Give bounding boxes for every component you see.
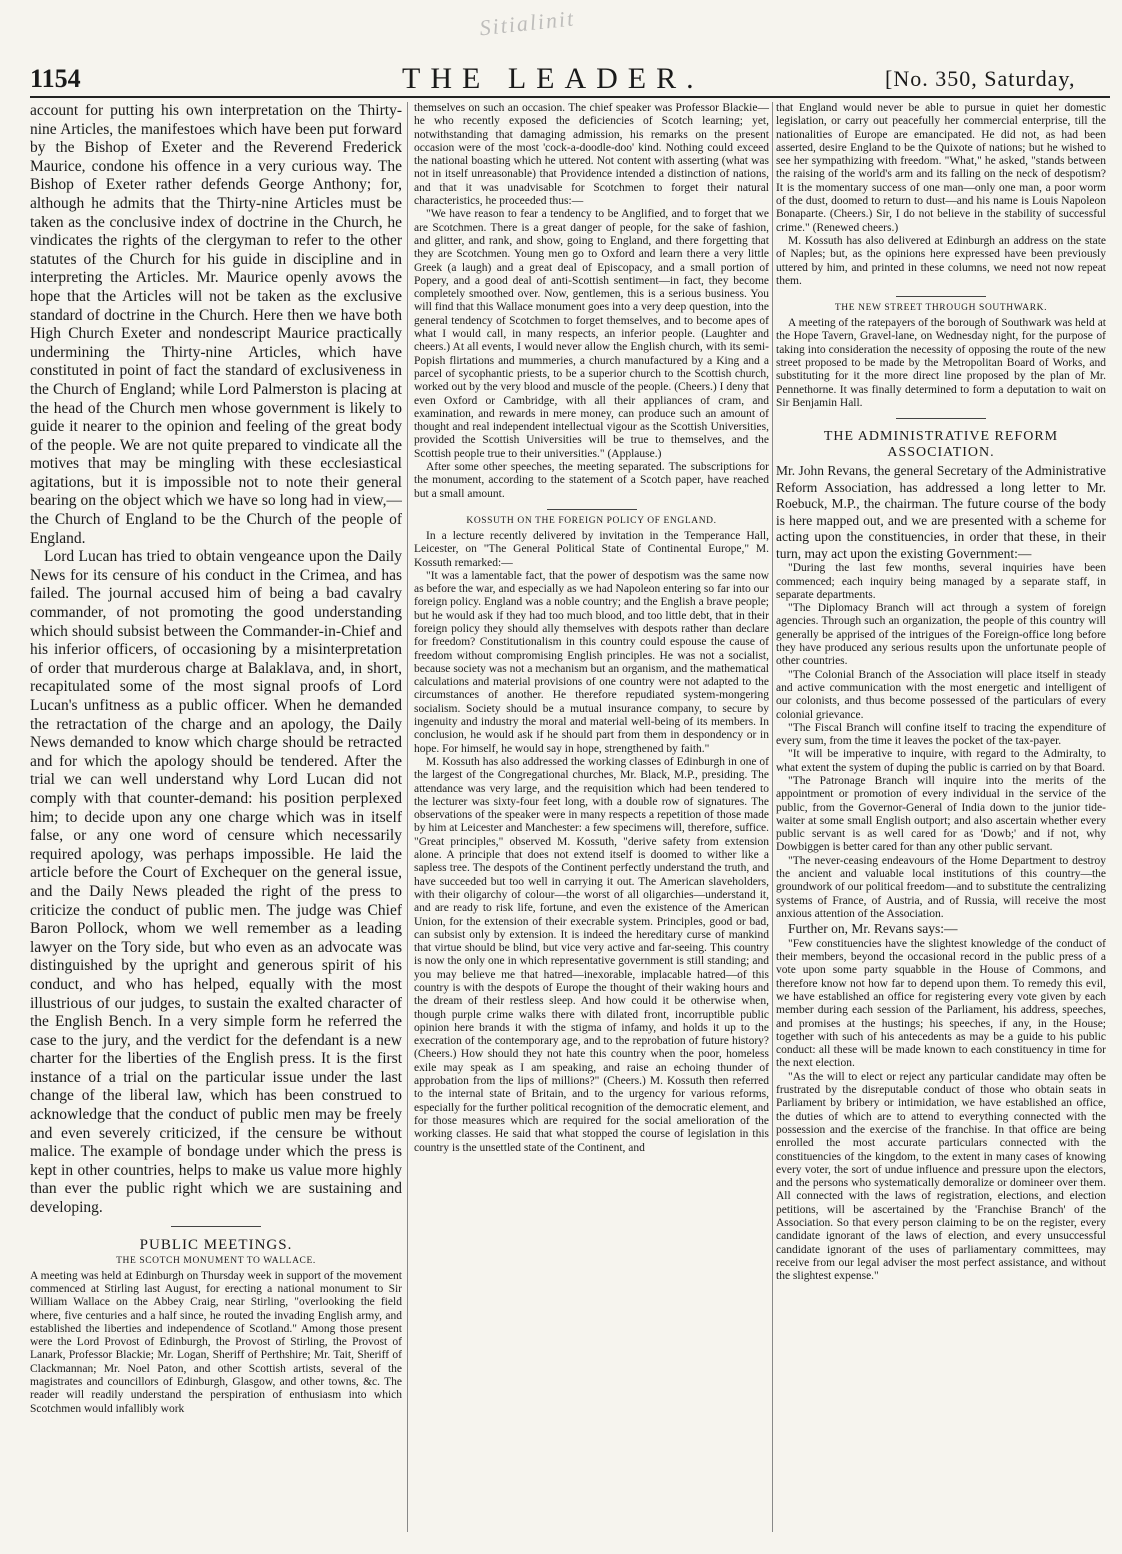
quote-paragraph: "As the will to elect or reject any particular candidate may often be frustrated by the disreputable conduct of those who obtain seats in Parliament by bribery or intimidation, we have established an office, the duties of which are to attend to everything connected with the possession and the exercise of the franchise. In that office are being enrolled the most accurate particulars connected with the constituencies of the kingdom, to the extent in many cases of knowing every voter, the sort of undue influence and pressure upon the electors, and the persons who systematically demoralize or domineer over them. All connected with the laws of registration, elections, and election petitions, will be ascertained by the 'Franchise Branch' of the Association. So that every person claiming to be on the register, every candidate ignorant of the laws of election, and every unsuccessful candidate ignorant of the uses of parliamentary committees, may receive from our legal adviser the most perfect assistance, and without the slightest expense." [776, 1070, 1106, 1283]
article-paragraph: themselves on such an occasion. The chief speaker was Professor Blackie—he who recently exposed the deficiencies of Scotch learning; yet, notwithstanding that damaging admission, his remarks on the present occasion were of the most 'cock-a-doodle-doo' kind. Nothing could exceed the national boasting which he uttered. Not content with asserting (what was not in itself unreasonable) that Providence intended a distinction of nations, and that it was unadvisable for Scotchmen to forget their natural characteristics, he proceeded thus:— [414, 102, 769, 208]
quote-paragraph: "The never-ceasing endeavours of the Home Department to destroy the ancient and valuable local institutions of this country—the groundwork of our political freedom—and to substitute the centralizing systems of France, of Austria, and of Russia, will receive the most anxious attention of the Association. [776, 854, 1106, 920]
section-title: THE ADMINISTRATIVE REFORM ASSOCIATION. [823, 429, 1059, 461]
section-divider [896, 296, 986, 297]
article-paragraph: M. Kossuth has also delivered at Edinburgh an address on the state of Naples; but, as the opinions here expressed have been previously uttered by him, and printed in these columns, we need not now repeat them. [776, 234, 1106, 287]
column-1 [30, 102, 402, 1542]
quote-paragraph: "During the last few months, several inquiries have been commenced; each inquiry being managed by a separate staff, in separate departments. [776, 562, 1106, 601]
section-divider [896, 418, 986, 419]
column-rule [407, 102, 408, 1532]
article-paragraph: Mr. John Revans, the general Secretary of the Administrative Reform Association, has addressed a long letter to Mr. Roebuck, M.P., the chairman. The future course of the body is here mapped out, and we are presented with a scheme for acting upon the constituencies, in order that these, in their turn, may act upon the existing Government:— [776, 463, 1106, 561]
column-2 [414, 102, 769, 1542]
quote-paragraph: "The Diplomacy Branch will act through a system of foreign agencies. Through such an organization, the people of this country will generally be apprised of the intrigues of the Foreign-office long before they have produced any serious results upon the unfortunate people of other countries. [776, 602, 1106, 668]
newspaper-title: THE LEADER. [402, 62, 704, 95]
section-subtitle: THE NEW STREET THROUGH SOUTHWARK. [834, 303, 1048, 314]
issue-label: [No. 350, Saturday, [885, 66, 1076, 91]
article-paragraph: A meeting of the ratepayers of the borough of Southwark was held at the Hope Tavern, Gravel-lane, on Wednesday night, for the purpose of taking into consideration the necessity of opposing the route of the new street proposed to be made by the Metropolitan Board of Works, and substituting for it the more direct line proposed by the plan of Mr. Pennethorne. It was finally determined to form a deputation to wait on Sir Benjamin Hall. [776, 317, 1106, 409]
article-paragraph: Further on, Mr. Revans says:— [788, 921, 958, 937]
quote-paragraph: "It will be imperative to inquire, with regard to the Admiralty, to what extent the system of duping the public is carried on by that Board. [776, 748, 1106, 774]
section-subtitle: KOSSUTH ON THE FOREIGN POLICY OF ENGLAND. [466, 515, 717, 526]
article-paragraph: that England would never be able to pursue in quiet her domestic legislation, or carry out peacefully her commercial enterprise, till the nationalities of Europe are emancipated. He did not, as had been asserted, desire England to be the Quixote of nations; but he wished to see her sympathizing with freedom. "What," he asked, "stands between the raising of the world's arm and its falling on the neck of despotism? It is the momentary success of one man—only one man, a poor worm of the dust, doomed to return to dust—and his name is Louis Napoleon Bonaparte. (Cheers.) Sir, I do not believe in the stability of successful crime." (Renewed cheers.) [776, 102, 1106, 234]
article-paragraph: account for putting his own interpretation on the Thirty-nine Articles, the manifestoes which have been put forward by the Bishop of Exeter and the Reverend Frederick Maurice, condone his offence in a very curious way. The Bishop of Exeter rather defends George Anthony; for, although he admits that the Thirty-nine Articles must be taken as the conclusive index of doctrine in the Church, he vindicates the rights of the clergyman to refer to the other statutes of the Church for his guide in discipline and in interpreting the Articles. Mr. Maurice openly avows the hope that the Articles will not be taken as the exclusive standard of doctrine in the Church. Here then we have both High Church Exeter and nondescript Maurice practically undermining the Thirty-nine Articles, which have constituted in point of fact the standard of exclusiveness in the Church of England; while Lord Palmerston is placing at the head of the Church men whose government is likely to guide it nearer to the opinion and feeling of the great body of the people. We are not quite prepared to vindicate all the motives that may be mingling with these ecclesiastical agitations, but it is impossible not to note their general bearing on the object which we have so long had in view,—the Church of England to be the Church of the people of England. [30, 102, 402, 547]
article-paragraph: "It was a lamentable fact, that the power of despotism was the same now as before the war, and especially as we had Napoleon entering so far into our foreign policy. England was a noble country; and the English a brave people; but he would ask if they had too much blood, and too little debt, that in their foreign policy they should ally themselves with despots rather than declare for freedom? Constitutionalism in this country could espouse the cause of freedom without compromising English principles. He was not a socialist, because society was not a mechanism but an organism, and the mathematical calculations and material provisions of one country were not adapted to the circumstances of another. He therefore repudiated system-mongering socialism. Society should be a mutual insurance company, to secure by ingenuity and industry the moral and material well-being of its members. In conclusion, he would ask if he should part from them in despondency or in hope. For himself, he would say in hope, strengthened by faith." [414, 569, 769, 755]
quote-paragraph: "The Colonial Branch of the Association will place itself in steady and active communication with the most energetic and intelligent of our colonists, and thus become possessed of the particulars of every colonial grievance. [776, 668, 1106, 721]
article-paragraph: M. Kossuth has also addressed the working classes of Edinburgh in one of the largest of the Congregational churches, Mr. Black, M.P., presiding. The attendance was very large, and the requisition which had been tendered to the lecturer was sixty-four feet long, with a double row of signatures. The observations of the speaker were in many respects a repetition of those made by him at Leicester and Manchester: a few specimens will, therefore, suffice. "Great principles," observed M. Kossuth, "derive safety from extension alone. A principle that does not extend itself is doomed to wither like a sapless tree. The despots of the Continent perfectly understand the truth, and have succeeded but too well in carrying it out. The American slaveholders, with their oligarchy of colour—the worst of all oligarchies—understand it, and are ready to risk life, fortune, and even the existence of the American Union, for the extension of their execrable system. Principles, good or bad, can subsist only by extension. It is indeed the hereditary curse of mankind that virtue should be blind, but vice very active and far-seeing. This country is now the only one in which representative government is still standing; and you may believe me that hatred—inexorable, implacable hatred—of this country is with the despots of Europe the thought of their waking hours and the dream of their restless sleep. And how could it be otherwise when, though purple crime walks there with dilated front, incorruptible public opinion here brands it with the stigma of infamy, and holds it up to the execration of the contemporary age, and to the reprobation of future history? (Cheers.) How should they not hate this country when the poor, homeless exile may speak as I am speaking, and raise an echoing thunder of approbation from the lips of millions?" (Cheers.) M. Kossuth then referred to the internal state of Britain, and to the urgency for various reforms, especially for the further political recognition of the democratic element, and for those measures which are required for the social amelioration of the working classes. He said that what stopped the course of legislation in this country is the unsettled state of the Continent, and [414, 755, 769, 1154]
quote-paragraph: "Few constituencies have the slightest knowledge of the conduct of their members, beyond the occasional record in the public press of a vote upon some party squabble in the House of Commons, and therefore know not how far to depend upon them. To remedy this evil, we have established an office for registering every vote given by each member during each session of the Parliament, his address, speeches, and promises at the hustings; his speeches, if any, in the House; together with such of his antecedents as may be a guide to his public conduct: all these will be made known to each constituency in time for the next election. [776, 937, 1106, 1070]
page-number: 1154 [30, 64, 81, 93]
article-paragraph: "We have reason to fear a tendency to be Anglified, and to forget that we are Scotchmen. There is a great danger of people, for the sake of fashion, and glitter, and rank, and show, going to England, and there forgetting that they are Scotchmen. Young men go to Oxford and learn there a very little Greek (a laugh) and a great deal of Episcopacy, and a small portion of Popery, and a good deal of anti-Scottish sentiment—in fact, they become completely smoothed over. Now, gentlemen, this is a serious business. You will find that this Wallace monument goes into a very deep question, into the general tendency of Scotchmen to forget themselves, and to become apes of what I would call, in many respects, an inferior people. (Laughter and cheers.) At all events, I would never allow the English church, with its semi-Popish flirtations and mummeries, a church manufactured by a King and a parcel of sycophantic priests, to be a superior church to the Scottish church, worked out by the very blood and muscle of the people. (Cheers.) I deny that even Oxford or Cambridge, with all their appliances of cram, and examination, and rewards in mere money, can produce such an amount of thought and real independent intellectual vigour as the Scottish Universities, provided the Scottish Universities will be true to themselves, and the Scottish people true to their universities." (Applause.) [414, 208, 769, 460]
article-paragraph: Lord Lucan has tried to obtain vengeance upon the Daily News for its censure of his conduct in the Crimea, and has failed. The journal accused him of being a bad cavalry commander, of not promoting the good understanding which should subsist between the Commander-in-Chief and his inferior officers, of occasioning by a misinterpretation of order that murderous charge at Balaklava, and, in short, recapitulated some of the most signal proofs of Lord Lucan's unfitness as a public officer. When he demanded the retractation of the charge and an apology, the Daily News demanded to know which charge should be retracted and for which the apology should be tendered. After the trial we can well understand why Lord Lucan did not comply with that counter-demand: his position perplexed him; to decide upon any one charge which was in itself false, or any one word of censure which necessarily required apology, was perhaps impossible. He laid the article before the Court of Exchequer on the general issue, and the Daily News pleaded the right of the press to criticize the conduct of public men. The judge was Chief Baron Pollock, whom we well remember as a leading lawyer on the Tory side, but who even as an advocate was distinguished by the upright and generous spirit of his conduct, and who has helped, equally with the most illustrious of our judges, to sustain the exalted character of the English Bench. In a very simple form he referred the case to the jury, and the verdict for the defendant is a new charter for the liberties of the English press. It is the first instance of a trial on the particular issue under the last change of the liberal law, which has been construed to acknowledge that the conduct of public men may be freely and even severely criticized, if the censure be without malice. The example of bondage under which the press is kept in other countries, helps to make us value more highly than ever the public right which we are sustaining and developing. [30, 548, 402, 1217]
article-paragraph: After some other speeches, the meeting separated. The subscriptions for the monument, according to the statement of a Scotch paper, have reached but a small amount. [414, 461, 769, 500]
smudged-marginal-text: Sitialinit [478, 5, 577, 41]
page-header [30, 60, 1110, 98]
column-3 [776, 102, 1106, 1542]
column-rule [772, 102, 773, 1532]
section-title: PUBLIC MEETINGS. [139, 1236, 293, 1253]
section-subtitle: THE SCOTCH MONUMENT TO WALLACE. [116, 1255, 316, 1266]
section-divider [547, 509, 637, 510]
article-paragraph: In a lecture recently delivered by invitation in the Temperance Hall, Leicester, on "The General Political State of Continental Europe," M. Kossuth remarked:— [414, 529, 769, 569]
section-divider [171, 1226, 261, 1227]
article-paragraph: A meeting was held at Edinburgh on Thursday week in support of the movement commenced at Stirling last August, for erecting a national monument to Sir William Wallace on the Abbey Craig, near Stirling, "overlooking the field where, five centuries and a half since, he routed the invading English army, and established the liberties and independence of Scotland." Among those present were the Lord Provost of Edinburgh, the Provost of Stirling, the Provost of Lanark, Professor Blackie; Mr. Logan, Sheriff of Perthshire; Mr. Tait, Sheriff of Clackmannan; Mr. Noel Paton, and other Scottish artists, several of the magistrates and councillors of Edinburgh, Glasgow, and other towns, &c. The reader will readily understand the perspiration of enthusiasm into which Scotchmen would infallibly work [30, 1269, 402, 1415]
quote-paragraph: "The Patronage Branch will inquire into the merits of the appointment or promotion of every individual in the service of the public, from the Governor-General of India down to the junior tide-waiter at some small English outport; and also ascertain whether every public servant is as well cared for as 'Dowb;' and if not, why Dowbiggen is better cared for than any other public servant. [776, 774, 1106, 854]
quote-paragraph: "The Fiscal Branch will confine itself to tracing the expenditure of every sum, from the time it leaves the pocket of the tax-payer. [776, 721, 1106, 748]
